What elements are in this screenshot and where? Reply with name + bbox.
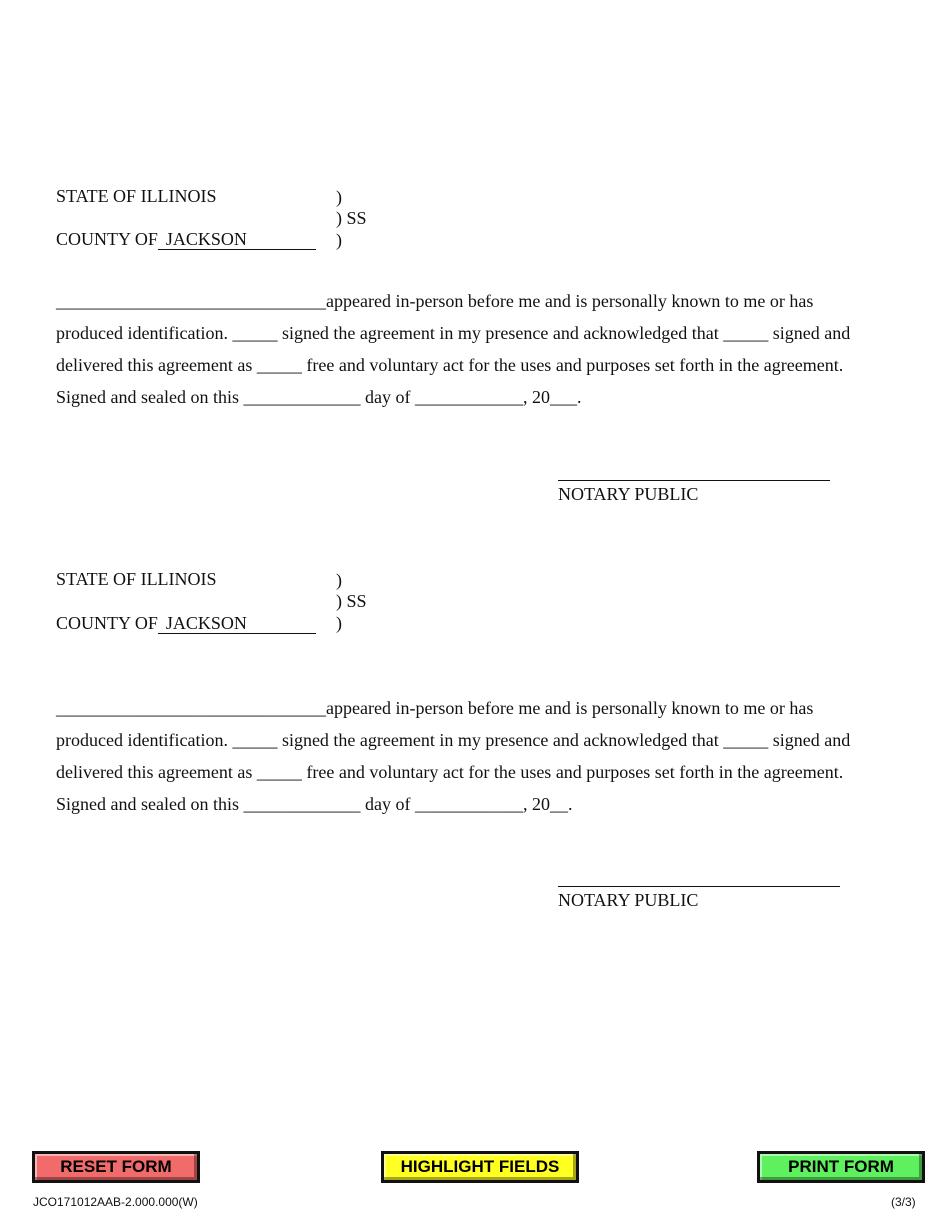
- paragraph-line: produced identification. _____ signed the agreement in my presence and acknowledged that _____ signed and: [56, 730, 851, 750]
- county-field[interactable]: JACKSON: [158, 613, 316, 634]
- ss-marker: ) SS: [336, 591, 367, 611]
- county-field[interactable]: JACKSON: [158, 229, 316, 250]
- county-label: COUNTY OF: [56, 613, 158, 633]
- county-label: COUNTY OF: [56, 229, 158, 249]
- acknowledgment-paragraph: [56, 285, 926, 413]
- reset-form-button[interactable]: RESET FORM: [32, 1151, 200, 1183]
- paren-top: ): [336, 187, 342, 207]
- paragraph-line: produced identification. _____ signed the agreement in my presence and acknowledged that _____ signed and: [56, 323, 851, 343]
- state-label: STATE OF ILLINOIS: [56, 569, 217, 589]
- form-id: JCO171012AAB-2.000.000(W): [33, 1195, 198, 1209]
- paragraph-line: delivered this agreement as _____ free and voluntary act for the uses and purposes set forth in the agreement.: [56, 762, 844, 782]
- page-number: (3/3): [891, 1195, 916, 1209]
- paragraph-line: ______________________________appeared in-person before me and is personally known to me or has: [56, 698, 814, 718]
- paren-bottom: ): [336, 230, 342, 250]
- notary-signature-line[interactable]: [558, 480, 830, 481]
- notary-public-label: NOTARY PUBLIC: [558, 484, 699, 504]
- paragraph-line: ______________________________appeared in-person before me and is personally known to me or has: [56, 291, 814, 311]
- county-row: [56, 228, 316, 250]
- paren-bottom: ): [336, 613, 342, 633]
- print-form-button[interactable]: PRINT FORM: [757, 1151, 925, 1183]
- highlight-fields-button[interactable]: HIGHLIGHT FIELDS: [381, 1151, 579, 1183]
- acknowledgment-paragraph: [56, 692, 926, 820]
- state-label: STATE OF ILLINOIS: [56, 186, 217, 206]
- paragraph-line: delivered this agreement as _____ free and voluntary act for the uses and purposes set forth in the agreement.: [56, 355, 844, 375]
- county-row: [56, 612, 316, 634]
- paragraph-line: Signed and sealed on this _____________ day of ____________, 20__.: [56, 794, 573, 814]
- ss-marker: ) SS: [336, 208, 367, 228]
- notary-signature-line[interactable]: [558, 886, 840, 887]
- notary-public-label: NOTARY PUBLIC: [558, 890, 699, 910]
- paren-top: ): [336, 570, 342, 590]
- paragraph-line: Signed and sealed on this _____________ day of ____________, 20___.: [56, 387, 582, 407]
